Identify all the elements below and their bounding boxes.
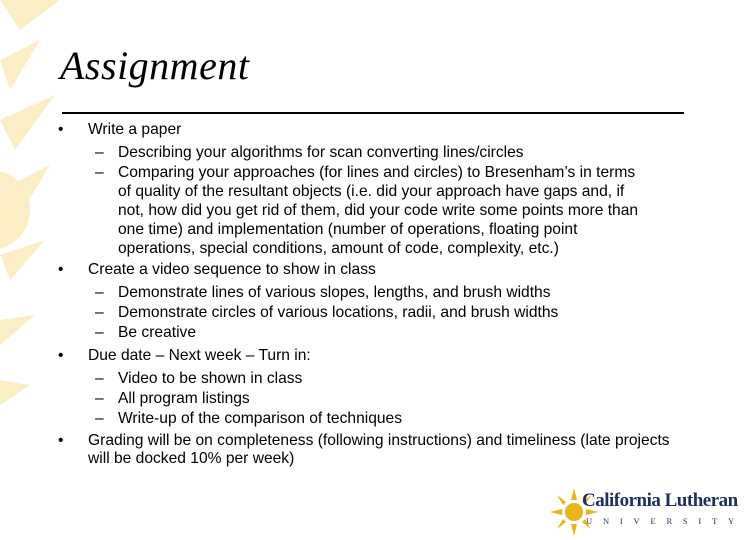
sub-bullet-text: Demonstrate lines of various slopes, lengths, and brush widths (118, 284, 551, 301)
sub-bullet-text: Comparing your approaches (for lines and circles) to Bresenham’s in terms of quality of the resultant objects (i.e. did your approach have gaps and, if not, how did you get rid of them, did your code write some points more than one time) and implementation (number of operations, floating point operations, special conditions, amount of code, complexity, etc.) (118, 164, 639, 257)
bullet-text: Due date – Next week – Turn in: (88, 347, 311, 364)
sub-bullet-item (58, 323, 688, 343)
bullet-marker: • (58, 347, 64, 364)
dash-marker: – (95, 390, 104, 407)
logo-wordmark: California Lutheran (582, 490, 738, 511)
bullet-marker: • (58, 121, 64, 138)
bullet-item (58, 346, 688, 366)
dash-marker: – (95, 144, 104, 161)
dash-marker: – (95, 304, 104, 321)
bullet-text: Grading will be on completeness (following instructions) and timeliness (late projects will be docked 10% per week) (88, 432, 670, 467)
title-underline-divider (62, 112, 684, 114)
slide-title: Assignment (60, 43, 250, 88)
dash-marker: – (95, 410, 104, 427)
sub-bullet-text: Describing your algorithms for scan converting lines/circles (118, 144, 524, 161)
sub-bullet-text: All program listings (118, 390, 250, 407)
dash-marker: – (95, 370, 104, 387)
sub-bullet-text: Video to be shown in class (118, 370, 303, 387)
bullet-text: Create a video sequence to show in class (88, 261, 376, 278)
logo-subtitle: UNIVERSITY (586, 516, 745, 526)
bullet-marker: • (58, 432, 64, 449)
bullet-item (58, 260, 688, 280)
sub-bullet-text: Be creative (118, 324, 197, 341)
slide-body (58, 120, 688, 471)
dash-marker: – (95, 324, 104, 341)
dash-marker: – (95, 164, 104, 181)
sub-bullet-item (58, 143, 688, 163)
sub-bullet-item (58, 389, 688, 409)
sub-bullet-item (58, 369, 688, 389)
bullet-text: Write a paper (88, 121, 182, 138)
sub-bullet-item (58, 409, 688, 429)
sub-bullet-text: Write-up of the comparison of techniques (118, 410, 403, 427)
bullet-marker: • (58, 261, 64, 278)
sub-bullet-item (58, 283, 688, 303)
bullet-item (58, 120, 688, 140)
dash-marker: – (95, 284, 104, 301)
bullet-item (58, 432, 688, 468)
sub-bullet-text: Demonstrate circles of various locations, radii, and brush widths (118, 304, 559, 321)
sub-bullet-item (58, 303, 688, 323)
sub-bullet-item (58, 163, 688, 258)
